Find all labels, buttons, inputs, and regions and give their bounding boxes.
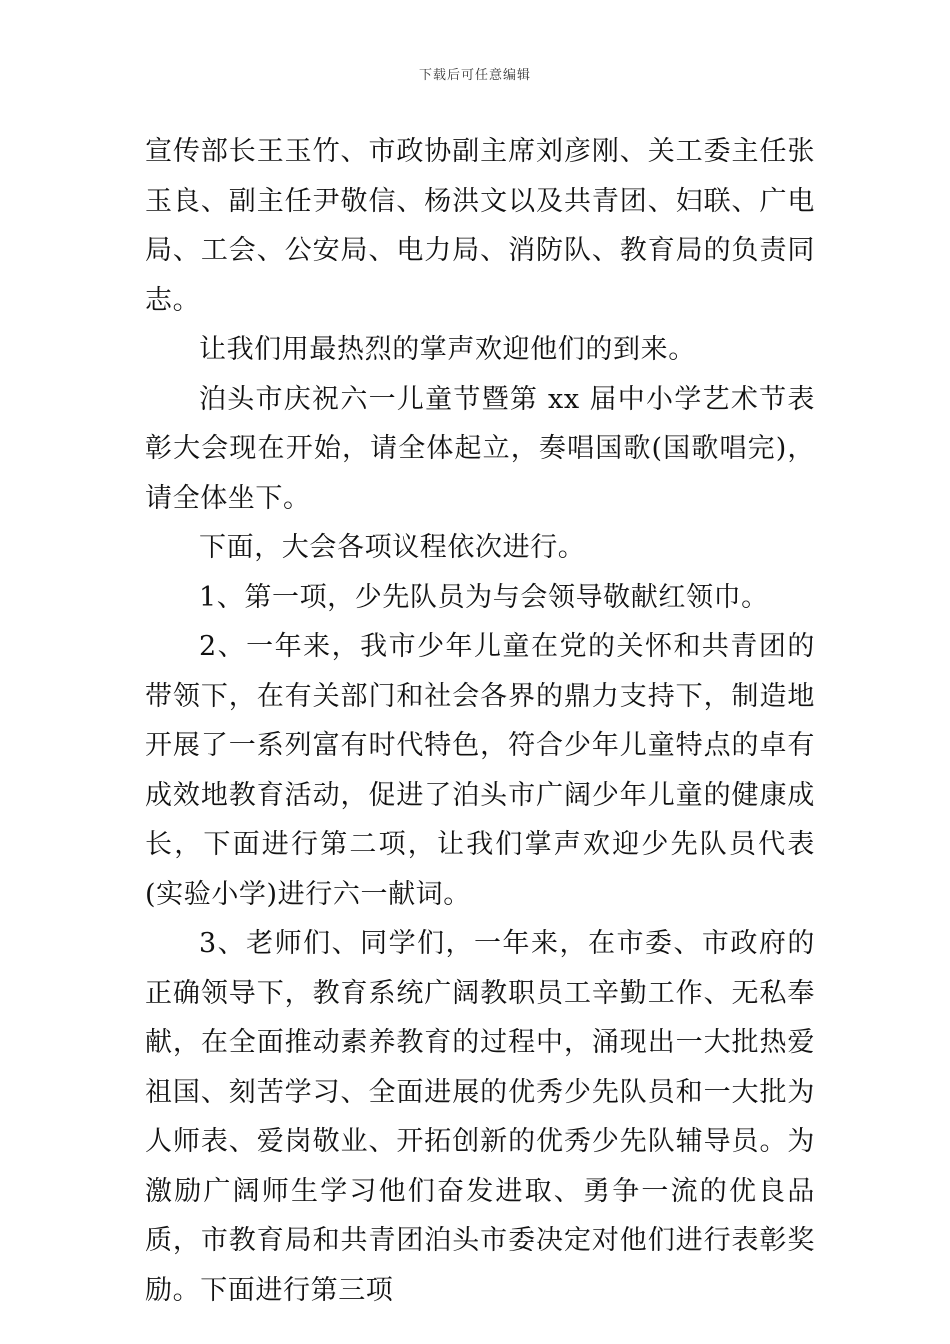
paragraph-welcome: 让我们用最热烈的掌声欢迎他们的到来。 [199,334,696,365]
paragraph-item-1: 1、第一项，少先队员为与会领导敬献红领巾。 [199,581,769,613]
paragraph-attendees: 宣传部长王玉竹、市政协副主席刘彦刚、关工委主任张玉良、副主任尹敬信、杨洪文以及共青团、妇联、广电局、工会、公安局、电力局、消防队、教育局的负责同志。 [145,136,815,316]
paragraph-item-3: 3、老师们、同学们，一年来，在市委、市政府的正确领导下，教育系统广阔教职员工辛勤工作、无私奉献，在全面推动素养教育的过程中，涌现出一大批热爱祖国、刻苦学习、全面进展的优秀少先队员和一大批为人师表、爱岗敬业、开拓创新的优秀少先队辅导员。为激励广阔师生学习他们奋发进取、勇争一流的优良品质，市教育局和共青团泊头市委决定对他们进行表彰奖励。下面进行第三项 [145,928,815,1306]
paragraph-agenda-intro: 下面，大会各项议程依次进行。 [199,532,586,563]
paragraph-item-2: 2、一年来，我市少年儿童在党的关怀和共青团的带领下，在有关部门和社会各界的鼎力支持下，制造地开展了一系列富有时代特色，符合少年儿童特点的卓有成效地教育活动，促进了泊头市广阔少年儿童的健康成长，下面进行第二项，让我们掌声欢迎少先队员代表(实验小学)进行六一献词。 [145,631,815,910]
paragraph-opening: 泊头市庆祝六一儿童节暨第 xx 届中小学艺术节表彰大会现在开始，请全体起立，奏唱国歌(国歌唱完)，请全体坐下。 [145,383,815,514]
document-body [145,127,815,1315]
page-header: 下载后可任意编辑 [418,68,531,83]
